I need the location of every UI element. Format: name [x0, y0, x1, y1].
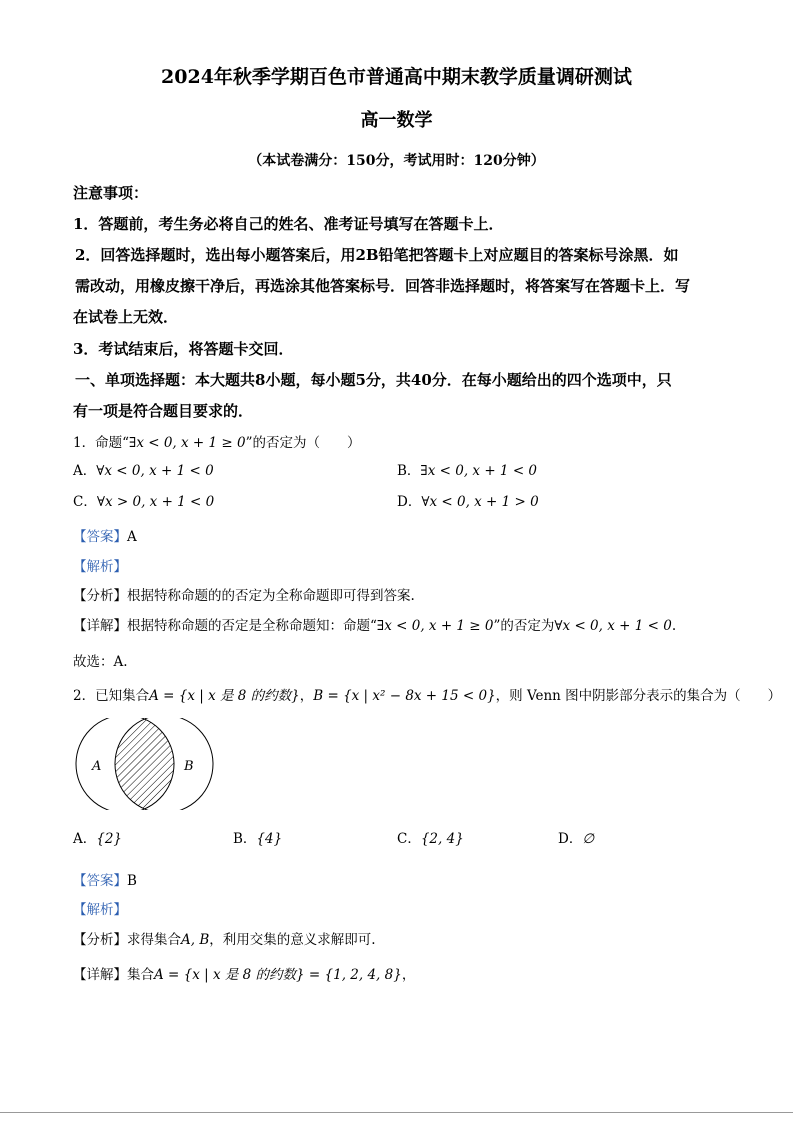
q1-conclusion: 故选：A.	[73, 654, 128, 670]
q2-stem-sep: ，	[299, 688, 314, 704]
q1-option-a	[73, 459, 214, 479]
q1-fenxi-tag: 【分析】	[73, 588, 127, 604]
q2-option-a-text: {2}	[96, 831, 123, 847]
q2-stem	[73, 684, 781, 704]
notice-item-2-line3: 在试卷上无效．	[73, 308, 179, 326]
q2-option-b-text: {4}	[256, 831, 283, 847]
q1-detail-math1: ∃x < 0, x + 1 ≥ 0	[376, 618, 494, 634]
q1-detail-prefix: 根据特称命题的否定是全称命题知：命题“	[127, 618, 377, 634]
q2-detail-tag: 【详解】	[73, 967, 127, 983]
q1-analysis-tag: 【解析】	[73, 559, 127, 575]
q1-option-b-text: ∃x < 0, x + 1 < 0	[420, 463, 538, 479]
q2-option-a-label: A．	[73, 831, 97, 847]
q1-stem-suffix: ”的否定为（ ）	[245, 435, 361, 451]
q1-option-c	[73, 490, 214, 510]
q1-option-b	[397, 459, 537, 479]
q2-answer-value: B	[127, 873, 137, 889]
q1-answer-value: A	[127, 529, 137, 545]
section-1-line1: 一、单项选择题：本大题共8小题，每小题5分，共40分．在每小题给出的四个选项中，只	[75, 371, 672, 389]
q2-analysis-tag: 【解析】	[73, 902, 127, 918]
q1-fenxi-text: 根据特称命题的的否定为全称命题即可得到答案.	[127, 588, 415, 604]
q2-option-c	[397, 827, 464, 847]
subject-title: 高一数学	[360, 110, 433, 131]
section-1-line2: 有一项是符合题目要求的．	[73, 402, 254, 420]
q1-stem-math: ∃x < 0, x + 1 ≥ 0	[129, 435, 246, 451]
q2-option-b-label: B．	[233, 831, 257, 847]
q2-option-b	[233, 827, 282, 847]
q2-detail-math: A = {x | x 是 8 的约数} = {1, 2, 4, 8}	[154, 967, 402, 983]
exam-note: （本试卷满分：150分，考试用时：120分钟）	[248, 153, 545, 169]
notice-item-3: 3．考试结束后，将答题卡交回．	[73, 340, 294, 358]
q2-fenxi-suffix: ，利用交集的意义求解即可.	[209, 932, 376, 948]
page-bottom-rule	[0, 1112, 793, 1113]
q1-detail-tag: 【详解】	[73, 618, 127, 634]
notice-heading: 注意事项：	[73, 184, 149, 202]
q2-detail-end: ，	[401, 967, 416, 983]
q1-option-c-label: C．	[73, 494, 97, 510]
q2-fenxi	[73, 928, 376, 948]
q2-answer	[73, 869, 137, 889]
q2-fenxi-math: A, B	[181, 932, 210, 948]
q1-detail	[73, 614, 676, 634]
q1-option-a-label: A．	[73, 463, 97, 479]
venn-intersection-shading	[115, 718, 213, 810]
q1-answer-tag: 【答案】	[73, 529, 127, 545]
q1-detail-mid: ”的否定为	[493, 618, 555, 634]
venn-label-a: A	[92, 759, 102, 774]
q2-option-a	[73, 827, 122, 847]
q2-detail-prefix: 集合	[127, 967, 154, 983]
venn-diagram	[70, 718, 220, 810]
q2-answer-tag: 【答案】	[73, 873, 127, 889]
q2-detail	[73, 963, 415, 983]
exam-title: 2024年秋季学期百色市普通高中期末教学质量调研测试	[161, 66, 632, 88]
q2-option-c-text: {2, 4}	[420, 831, 464, 847]
notice-item-2-line2: 需改动，用橡皮擦干净后，再选涂其他答案标号．回答非选择题时，将答案写在答题卡上．写	[75, 277, 691, 295]
q1-stem	[73, 431, 361, 451]
q1-option-c-text: ∀x > 0, x + 1 < 0	[96, 494, 215, 510]
q1-stem-prefix: 1．命题“	[73, 435, 129, 451]
q1-option-d-label: D．	[397, 494, 422, 510]
q1-answer	[73, 525, 137, 545]
venn-label-b: B	[184, 759, 194, 774]
notice-item-2-line1: 2．回答选择题时，选出每小题答案后，用2B铅笔把答题卡上对应题目的答案标号涂黑．如	[75, 246, 679, 264]
q1-detail-math2: ∀x < 0, x + 1 < 0	[554, 618, 672, 634]
q2-option-d	[558, 827, 594, 847]
q2-stem-suffix: ，则 Venn 图中阴影部分表示的集合为（ ）	[495, 688, 782, 704]
q2-fenxi-prefix: 求得集合	[127, 932, 181, 948]
q2-option-d-label: D．	[558, 831, 583, 847]
q2-option-d-text: ∅	[582, 831, 595, 847]
q1-option-d	[397, 490, 539, 510]
q1-fenxi	[73, 584, 415, 604]
q1-option-b-label: B．	[397, 463, 421, 479]
q1-option-d-text: ∀x < 0, x + 1 > 0	[421, 494, 539, 510]
q2-option-c-label: C．	[397, 831, 421, 847]
notice-item-1: 1．答题前，考生务必将自己的姓名、准考证号填写在答题卡上．	[73, 215, 504, 233]
q2-set-b: B = {x | x² − 8x + 15 < 0}	[313, 688, 496, 704]
q2-stem-prefix: 2．已知集合	[73, 688, 150, 704]
q2-set-a: A = {x | x 是 8 的约数}	[149, 688, 300, 704]
q1-detail-end: .	[671, 618, 677, 634]
q1-option-a-text: ∀x < 0, x + 1 < 0	[96, 463, 214, 479]
q2-fenxi-tag: 【分析】	[73, 932, 127, 948]
